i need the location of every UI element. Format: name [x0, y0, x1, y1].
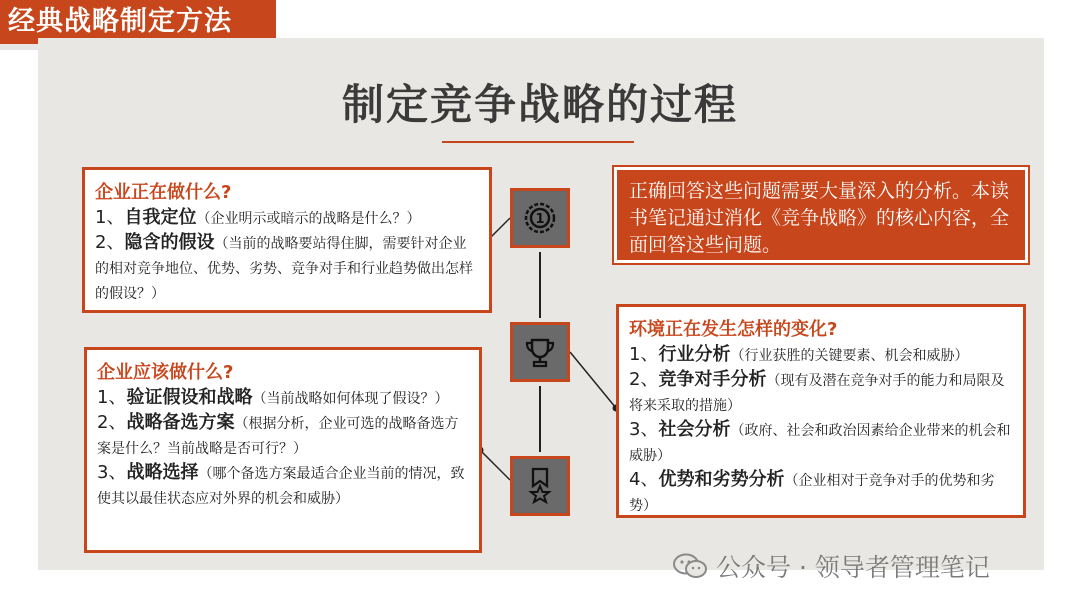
list-item: 1、验证假设和战略（当前战略如何体现了假设？） [97, 387, 449, 408]
trophy-icon-box [510, 322, 570, 382]
list-item: 3、战略选择（哪个备选方案最适合企业当前的情况，致使其以最佳状态应对外界的机会和威胁） [97, 462, 465, 507]
box-heading: 企业正在做什么? [95, 182, 232, 203]
ribbon-badge-icon [522, 466, 558, 506]
watermark [672, 548, 990, 584]
watermark-text: 公众号 · 领导者管理笔记 [716, 553, 990, 582]
list-item: 2、竞争对手分析（现有及潜在竞争对手的能力和局限及将来采取的措施） [629, 369, 1005, 414]
list-item: 2、隐含的假设（当前的战略要站得住脚，需要针对企业的相对竞争地位、优势、劣势、竞争对手和行业趋势做出怎样的假设？） [95, 232, 473, 302]
svg-text:1: 1 [535, 212, 545, 227]
box-heading: 环境正在发生怎样的变化? [629, 319, 838, 340]
box-current-activity [82, 167, 492, 313]
medal-icon [522, 200, 558, 236]
box-environment-change [616, 304, 1026, 518]
box-what-to-do [84, 347, 482, 553]
list-item: 1、行业分析（行业获胜的关键要素、机会和威胁） [629, 344, 969, 365]
slide-title: 制定竞争战略的过程 [341, 80, 738, 129]
list-item: 2、战略备选方案（根据分析，企业可选的战略备选方案是什么？当前战略是否可行？） [97, 412, 459, 457]
ribbon-badge-icon-box [510, 456, 570, 516]
header-tag: 经典战略制定方法 [0, 0, 276, 44]
trophy-icon [522, 334, 558, 370]
wechat-icon [672, 552, 708, 580]
callout-note: 正确回答这些问题需要大量深入的分析。本读书笔记通过消化《竞争战略》的核心内容，全面回答这些问题。 [614, 167, 1028, 263]
list-item: 1、自我定位（企业明示或暗示的战略是什么？） [95, 207, 421, 228]
medal-icon-box [510, 188, 570, 248]
list-item: 3、社会分析（政府、社会和政治因素给企业带来的机会和威胁） [629, 419, 1011, 464]
box-heading: 企业应该做什么? [97, 362, 234, 383]
list-item: 4、优势和劣势分析（企业相对于竞争对手的优势和劣势） [629, 469, 995, 514]
